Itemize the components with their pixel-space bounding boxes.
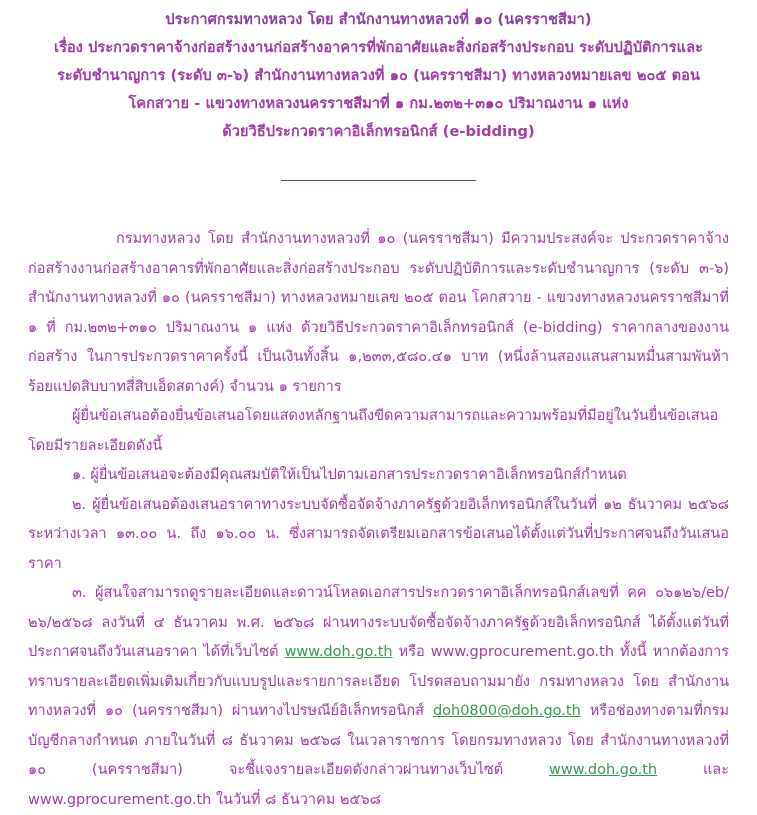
list-item-3-text-a: ๓. ผู้สนใจสามารถดูรายละเอียดและดาวน์โหลดเอกสารประกวดราคาอิเล็กทรอนิกส์เลขที่ คค ๐๖๑๒๖/eb/๒๖/๒๕๖๘ ลงวันที่ ๔ ธันวาคม พ.ศ. ๒๕๖๘ ผ่านทางระบบจัดซื้อจัดจ้างภาครัฐด้วยอิเล็กทรอนิกส์ ได้ตั้งแต่วันที่ประกาศจนถึงวันเสนอราคา ได้ที่เว็บไซต์ <box>28 585 729 660</box>
header-line-4: โคกสวาย - แขวงทางหลวงนครราชสีมาที่ ๑ กม.๒๓๒+๓๑๐ ปริมาณงาน ๑ แห่ง <box>128 96 629 112</box>
announcement-header <box>0 0 757 146</box>
link-email-doh0800[interactable]: doh0800@doh.go.th <box>432 703 581 719</box>
list-item-2: ๒. ผู้ยื่นข้อเสนอต้องเสนอราคาทางระบบจัดซื้อจัดจ้างภาครัฐด้วยอิเล็กทรอนิกส์ในวันที่ ๑๒ ธันวาคม ๒๕๖๘ ระหว่างเวลา ๑๓.๐๐ น. ถึง ๑๖.๐๐ น. ซึ่งสามารถจัดเตรียมเอกสารข้อเสนอได้ตั้งแต่วันที่ประกาศจนถึงวันเสนอราคา <box>28 496 729 572</box>
header-line-5: ด้วยวิธีประกวดราคาอิเล็กทรอนิกส์ (e-bidding) <box>222 124 535 140</box>
paragraph-intro: กรมทางหลวง โดย สำนักงานทางหลวงที่ ๑๐ (นครราชสีมา) มีความประสงค์จะ ประกวดราคาจ้างก่อสร้างงานก่อสร้างอาคารที่พักอาศัยและสิ่งก่อสร้างประกอบ ระดับปฏิบัติการและระดับชำนาญการ (ระดับ ๓-๖) สำนักงานทางหลวงที่ ๑๐ (นครราชสีมา) ทางหลวงหมายเลข ๒๐๕ ตอน โคกสวาย - แขวงทางหลวงนครราชสีมาที่ ๑ ที่ กม.๒๓๒+๓๑๐ ปริมาณงาน ๑ แห่ง ด้วยวิธีประกวดราคาอิเล็กทรอนิกส์ (e-bidding) ราคากลางของงานก่อสร้าง ในการประกวดราคาครั้งนี้ เป็นเงินทั้งสิ้น ๑,๒๓๓,๕๘๐.๔๑ บาท (หนึ่งล้านสองแสนสามหมื่นสามพันห้าร้อยแปดสิบบาทสี่สิบเอ็ดสตางค์) จำนวน ๑ รายการ <box>28 231 729 395</box>
link-doh-website-1[interactable]: www.doh.go.th <box>284 644 393 660</box>
divider-wrap <box>0 180 757 181</box>
list-item-3-text-c: หรือช่องทางตามที่กรมบัญชีกลางกำหนด ภายในวันที่ ๘ ธันวาคม ๒๕๖๘ ในเวลาราชการ โดยกรมทางหลวง โดย สำนักงานทางหลวงที่ ๑๐ (นครราชสีมา) จะชี้แจงรายละเอียดดังกล่าวผ่านทางเว็บไซต์ <box>28 703 730 778</box>
list-item-3 <box>28 579 729 815</box>
header-line-2: เรื่อง ประกวดราคาจ้างก่อสร้างงานก่อสร้างอาคารที่พักอาศัยและสิ่งก่อสร้างประกอบ ระดับปฏิบัติการและ <box>54 40 703 56</box>
header-line-3: ระดับชำนาญการ (ระดับ ๓-๖) สำนักงานทางหลวงที่ ๑๐ (นครราชสีมา) ทางหลวงหมายเลข ๒๐๕ ตอน <box>57 68 700 84</box>
list-item-3-text-d: และ www.gprocurement.go.th ในวันที่ ๘ ธันวาคม ๒๕๖๘ <box>28 762 729 808</box>
header-line-1: ประกาศกรมทางหลวง โดย สำนักงานทางหลวงที่ ๑๐ (นครราชสีมา) <box>165 12 592 28</box>
list-item-3-text-b: หรือ www.gprocurement.go.th ทั้งนี้ หากต้องการทราบรายละเอียดเพิ่มเติมเกี่ยวกับแบบรูปและรายการละเอียด โปรดสอบถามมายัง กรมทางหลวง โดย สำนักงานทางหลวงที่ ๑๐ (นครราชสีมา) ผ่านทางไปรษณีย์อิเล็กทรอนิกส์ <box>28 644 730 719</box>
paragraph-qualification-notice: ผู้ยื่นข้อเสนอต้องยื่นข้อเสนอโดยแสดงหลักฐานถึงขีดความสามารถและความพร้อมที่มีอยู่ในวันยื่นข้อเสนอ โดยมีรายละเอียดดังนี้ <box>28 408 719 454</box>
announcement-body <box>0 225 757 815</box>
link-doh-website-2[interactable]: www.doh.go.th <box>549 762 658 778</box>
horizontal-rule <box>281 180 476 181</box>
list-item-1: ๑. ผู้ยื่นข้อเสนอจะต้องมีคุณสมบัติให้เป็นไปตามเอกสารประกวดราคาอิเล็กทรอนิกส์กำหนด <box>72 467 627 483</box>
